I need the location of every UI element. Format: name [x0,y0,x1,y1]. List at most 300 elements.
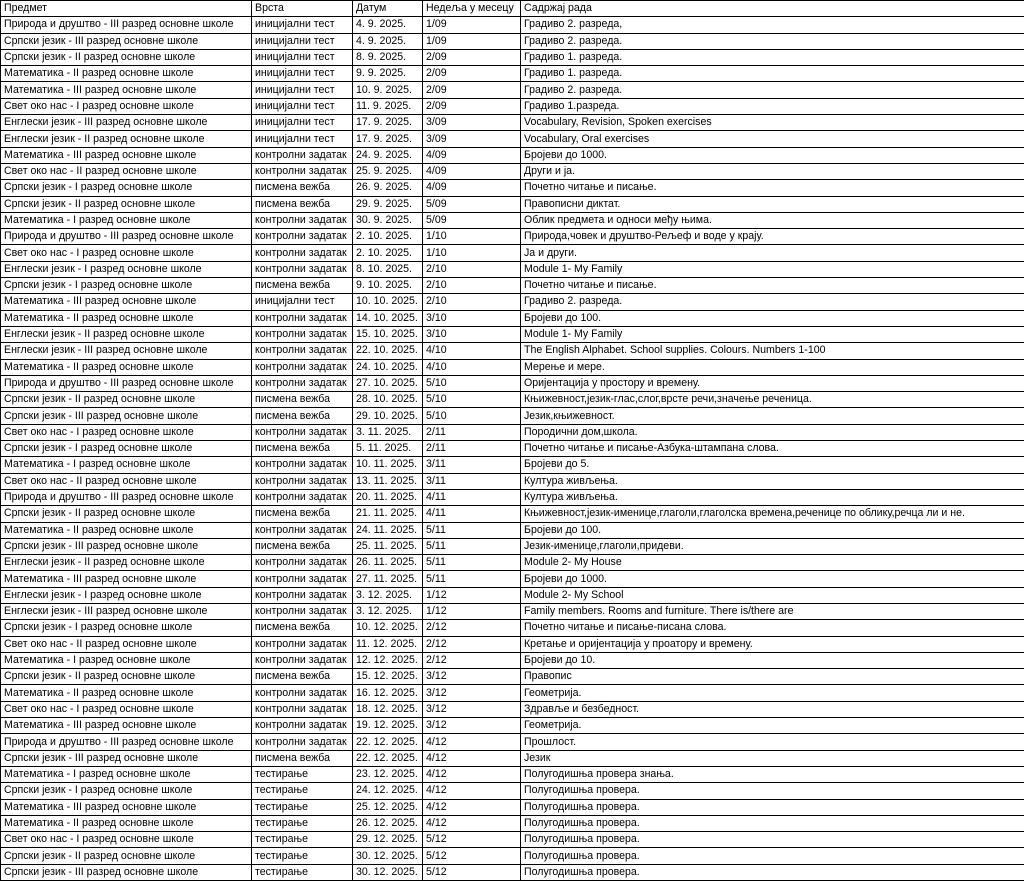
table-row [1,652,1024,668]
content-cell: Језик,књижевност. [521,408,1024,424]
type-cell: контролни задатак [252,555,353,571]
type-cell: контролни задатак [252,147,353,163]
week-cell: 2/12 [423,620,521,636]
type-cell: тестирање [252,766,353,782]
type-cell: иницијални тест [252,49,353,65]
date-cell: 23. 12. 2025. [353,766,423,782]
subject-cell: Математика - II разред основне школе [1,522,252,538]
type-cell: контролни задатак [252,326,353,342]
table-row [1,392,1024,408]
week-cell: 4/12 [423,783,521,799]
week-cell: 2/09 [423,82,521,98]
table-row [1,196,1024,212]
table-row [1,620,1024,636]
week-cell: 3/11 [423,457,521,473]
type-cell: контролни задатак [252,587,353,603]
date-cell: 15. 12. 2025. [353,669,423,685]
week-cell: 2/09 [423,98,521,114]
table-row [1,180,1024,196]
date-cell: 27. 11. 2025. [353,571,423,587]
type-cell: контролни задатак [252,343,353,359]
type-cell: иницијални тест [252,33,353,49]
content-cell: Књижевност,језик-глас,слог,врсте речи,значење реченица. [521,392,1024,408]
type-cell: тестирање [252,848,353,864]
table-row [1,815,1024,831]
subject-cell: Математика - III разред основне школе [1,294,252,310]
type-cell: иницијални тест [252,131,353,147]
date-cell: 5. 11. 2025. [353,441,423,457]
table-row [1,359,1024,375]
table-row [1,864,1024,880]
date-cell: 18. 12. 2025. [353,701,423,717]
week-cell: 5/12 [423,832,521,848]
table-row [1,343,1024,359]
subject-cell: Енглески језик - III разред основне школе [1,603,252,619]
content-cell: Геометрија. [521,685,1024,701]
content-cell: Облик предмета и односи међу њима. [521,212,1024,228]
date-cell: 10. 9. 2025. [353,82,423,98]
date-cell: 22. 12. 2025. [353,734,423,750]
type-cell: контролни задатак [252,652,353,668]
type-cell: писмена вежба [252,538,353,554]
content-cell: Полугодишња провера. [521,783,1024,799]
week-cell: 2/12 [423,636,521,652]
table-row [1,489,1024,505]
date-cell: 2. 10. 2025. [353,245,423,261]
content-cell: Геометрија. [521,718,1024,734]
table-row [1,555,1024,571]
date-cell: 14. 10. 2025. [353,310,423,326]
week-cell: 3/10 [423,310,521,326]
week-cell: 1/09 [423,33,521,49]
week-cell: 5/11 [423,538,521,554]
type-cell: контролни задатак [252,489,353,505]
subject-cell: Свет око нас - I разред основне школе [1,832,252,848]
type-cell: иницијални тест [252,294,353,310]
subject-cell: Природа и друштво - III разред основне школе [1,17,252,33]
date-cell: 12. 12. 2025. [353,652,423,668]
type-cell: контролни задатак [252,310,353,326]
week-cell: 5/10 [423,375,521,391]
type-cell: иницијални тест [252,98,353,114]
content-cell: Прошлост. [521,734,1024,750]
subject-cell: Математика - II разред основне школе [1,310,252,326]
content-cell: Family members. Rooms and furniture. There is/there are [521,603,1024,619]
date-cell: 4. 9. 2025. [353,33,423,49]
week-cell: 4/09 [423,147,521,163]
subject-cell: Енглески језик - I разред основне школе [1,261,252,277]
content-cell: Бројеви до 5. [521,457,1024,473]
content-cell: Бројеви до 100. [521,310,1024,326]
week-cell: 2/09 [423,49,521,65]
week-cell: 2/12 [423,652,521,668]
type-cell: писмена вежба [252,196,353,212]
subject-cell: Математика - I разред основне школе [1,212,252,228]
date-cell: 11. 12. 2025. [353,636,423,652]
subject-cell: Математика - I разред основне школе [1,457,252,473]
date-cell: 11. 9. 2025. [353,98,423,114]
table-row [1,636,1024,652]
type-cell: контролни задатак [252,701,353,717]
subject-cell: Српски језик - III разред основне школе [1,538,252,554]
content-cell: Бројеви до 100. [521,522,1024,538]
type-cell: иницијални тест [252,17,353,33]
subject-cell: Свет око нас - I разред основне школе [1,98,252,114]
content-cell: Vocabulary, Oral exercises [521,131,1024,147]
week-cell: 5/10 [423,392,521,408]
type-cell: контролни задатак [252,522,353,538]
type-cell: тестирање [252,783,353,799]
table-row [1,49,1024,65]
table-row [1,718,1024,734]
table-row [1,424,1024,440]
table-row [1,506,1024,522]
type-cell: контролни задатак [252,571,353,587]
content-cell: Правописни диктат. [521,196,1024,212]
table-row [1,245,1024,261]
date-cell: 27. 10. 2025. [353,375,423,391]
subject-cell: Свет око нас - I разред основне школе [1,245,252,261]
table-row [1,587,1024,603]
header-week: Недеља у месецу [423,1,521,17]
content-cell: Module 2- My School [521,587,1024,603]
subject-cell: Свет око нас - I разред основне школе [1,424,252,440]
subject-cell: Енглески језик - II разред основне школе [1,131,252,147]
type-cell: контролни задатак [252,424,353,440]
type-cell: контролни задатак [252,261,353,277]
week-cell: 1/10 [423,245,521,261]
table-row [1,669,1024,685]
week-cell: 3/09 [423,115,521,131]
content-cell: Module 1- My Family [521,326,1024,342]
type-cell: контролни задатак [252,603,353,619]
type-cell: иницијални тест [252,82,353,98]
subject-cell: Свет око нас - I разред основне школе [1,701,252,717]
table-row [1,310,1024,326]
header-content: Садржај рада [521,1,1024,17]
date-cell: 8. 9. 2025. [353,49,423,65]
date-cell: 26. 11. 2025. [353,555,423,571]
subject-cell: Математика - III разред основне школе [1,147,252,163]
date-cell: 20. 11. 2025. [353,489,423,505]
date-cell: 26. 12. 2025. [353,815,423,831]
week-cell: 5/12 [423,864,521,880]
content-cell: Почетно читање и писање-Азбука-штампана слова. [521,441,1024,457]
subject-cell: Природа и друштво - III разред основне школе [1,734,252,750]
content-cell: Кретање и оријентација у проатору и времену. [521,636,1024,652]
header-row [1,1,1024,17]
type-cell: контролни задатак [252,457,353,473]
subject-cell: Математика - III разред основне школе [1,718,252,734]
date-cell: 24. 11. 2025. [353,522,423,538]
type-cell: писмена вежба [252,441,353,457]
week-cell: 4/12 [423,734,521,750]
subject-cell: Математика - I разред основне школе [1,652,252,668]
subject-cell: Српски језик - I разред основне школе [1,783,252,799]
subject-cell: Математика - II разред основне школе [1,66,252,82]
content-cell: Градиво 2. разреда. [521,33,1024,49]
date-cell: 13. 11. 2025. [353,473,423,489]
subject-cell: Природа и друштво - III разред основне школе [1,229,252,245]
week-cell: 5/10 [423,408,521,424]
week-cell: 1/09 [423,17,521,33]
date-cell: 2. 10. 2025. [353,229,423,245]
date-cell: 25. 12. 2025. [353,799,423,815]
week-cell: 4/11 [423,489,521,505]
type-cell: тестирање [252,832,353,848]
content-cell: Почетно читање и писање-писана слова. [521,620,1024,636]
table-row [1,457,1024,473]
date-cell: 25. 9. 2025. [353,163,423,179]
week-cell: 2/10 [423,294,521,310]
week-cell: 4/12 [423,766,521,782]
table-row [1,212,1024,228]
date-cell: 22. 10. 2025. [353,343,423,359]
table-row [1,326,1024,342]
subject-cell: Природа и друштво - III разред основне школе [1,375,252,391]
date-cell: 17. 9. 2025. [353,131,423,147]
table-row [1,294,1024,310]
content-cell: Module 1- My Family [521,261,1024,277]
week-cell: 5/11 [423,522,521,538]
date-cell: 29. 9. 2025. [353,196,423,212]
content-cell: Полугодишња провера. [521,799,1024,815]
date-cell: 26. 9. 2025. [353,180,423,196]
subject-cell: Српски језик - III разред основне школе [1,33,252,49]
week-cell: 2/09 [423,66,521,82]
subject-cell: Српски језик - I разред основне школе [1,441,252,457]
content-cell: Полугодишња провера. [521,832,1024,848]
week-cell: 3/11 [423,473,521,489]
week-cell: 3/09 [423,131,521,147]
subject-cell: Српски језик - II разред основне школе [1,49,252,65]
subject-cell: Математика - III разред основне школе [1,799,252,815]
date-cell: 25. 11. 2025. [353,538,423,554]
table-row [1,82,1024,98]
content-cell: The English Alphabet. School supplies. Colours. Numbers 1-100 [521,343,1024,359]
date-cell: 10. 10. 2025. [353,294,423,310]
type-cell: писмена вежба [252,669,353,685]
subject-cell: Српски језик - III разред основне школе [1,864,252,880]
content-cell: Бројеви до 10. [521,652,1024,668]
table-row [1,115,1024,131]
content-cell: Здравље и безбедност. [521,701,1024,717]
subject-cell: Српски језик - II разред основне школе [1,196,252,212]
table-row [1,408,1024,424]
week-cell: 5/09 [423,212,521,228]
table-body [1,17,1024,881]
week-cell: 4/12 [423,815,521,831]
date-cell: 24. 12. 2025. [353,783,423,799]
content-cell: Ја и други. [521,245,1024,261]
table-row [1,832,1024,848]
table-row [1,261,1024,277]
type-cell: писмена вежба [252,180,353,196]
table-row [1,33,1024,49]
week-cell: 2/11 [423,441,521,457]
subject-cell: Српски језик - II разред основне школе [1,669,252,685]
table-row [1,766,1024,782]
table-row [1,375,1024,391]
date-cell: 8. 10. 2025. [353,261,423,277]
week-cell: 3/12 [423,669,521,685]
type-cell: тестирање [252,864,353,880]
content-cell: Градиво 1.разреда. [521,98,1024,114]
type-cell: писмена вежба [252,506,353,522]
type-cell: контролни задатак [252,212,353,228]
date-cell: 29. 10. 2025. [353,408,423,424]
content-cell: Бројеви до 1000. [521,571,1024,587]
table-row [1,685,1024,701]
subject-cell: Математика - II разред основне школе [1,685,252,701]
subject-cell: Српски језик - III разред основне школе [1,750,252,766]
type-cell: писмена вежба [252,620,353,636]
week-cell: 3/12 [423,718,521,734]
week-cell: 4/12 [423,750,521,766]
date-cell: 21. 11. 2025. [353,506,423,522]
date-cell: 3. 12. 2025. [353,603,423,619]
type-cell: контролни задатак [252,359,353,375]
table-row [1,441,1024,457]
subject-cell: Математика - III разред основне школе [1,82,252,98]
subject-cell: Српски језик - I разред основне школе [1,278,252,294]
type-cell: писмена вежба [252,750,353,766]
content-cell: Бројеви до 1000. [521,147,1024,163]
subject-cell: Енглески језик - II разред основне школе [1,326,252,342]
type-cell: контролни задатак [252,229,353,245]
content-cell: Природа,човек и друштво-Рељеф и воде у крају. [521,229,1024,245]
table-row [1,229,1024,245]
week-cell: 5/09 [423,196,521,212]
content-cell: Мерење и мере. [521,359,1024,375]
week-cell: 4/09 [423,163,521,179]
week-cell: 1/12 [423,587,521,603]
date-cell: 15. 10. 2025. [353,326,423,342]
type-cell: контролни задатак [252,245,353,261]
type-cell: иницијални тест [252,115,353,131]
content-cell: Други и ја. [521,163,1024,179]
content-cell: Оријентација у простору и времену. [521,375,1024,391]
date-cell: 4. 9. 2025. [353,17,423,33]
week-cell: 4/12 [423,799,521,815]
week-cell: 4/10 [423,359,521,375]
table-row [1,783,1024,799]
subject-cell: Природа и друштво - III разред основне школе [1,489,252,505]
subject-cell: Енглески језик - I разред основне школе [1,587,252,603]
table-row [1,278,1024,294]
date-cell: 10. 12. 2025. [353,620,423,636]
subject-cell: Математика - I разред основне школе [1,766,252,782]
type-cell: контролни задатак [252,375,353,391]
week-cell: 3/12 [423,701,521,717]
date-cell: 28. 10. 2025. [353,392,423,408]
header-date: Датум [353,1,423,17]
type-cell: контролни задатак [252,636,353,652]
table-row [1,799,1024,815]
table-row [1,473,1024,489]
date-cell: 24. 9. 2025. [353,147,423,163]
header-type: Врста [252,1,353,17]
table-row [1,734,1024,750]
content-cell: Култура живљења. [521,473,1024,489]
date-cell: 24. 10. 2025. [353,359,423,375]
type-cell: контролни задатак [252,473,353,489]
content-cell: Градиво 2. разреда. [521,294,1024,310]
week-cell: 5/12 [423,848,521,864]
type-cell: тестирање [252,815,353,831]
type-cell: контролни задатак [252,718,353,734]
content-cell: Култура живљења. [521,489,1024,505]
week-cell: 2/10 [423,278,521,294]
date-cell: 22. 12. 2025. [353,750,423,766]
week-cell: 4/09 [423,180,521,196]
week-cell: 4/10 [423,343,521,359]
table-row [1,701,1024,717]
content-cell: Градиво 1. разреда. [521,66,1024,82]
table-row [1,571,1024,587]
header-subject: Предмет [1,1,252,17]
table-row [1,848,1024,864]
week-cell: 1/10 [423,229,521,245]
content-cell: Полугодишња провера знања. [521,766,1024,782]
table-row [1,17,1024,33]
subject-cell: Српски језик - II разред основне школе [1,392,252,408]
subject-cell: Свет око нас - II разред основне школе [1,163,252,179]
date-cell: 30. 12. 2025. [353,848,423,864]
table-row [1,98,1024,114]
date-cell: 9. 10. 2025. [353,278,423,294]
table-row [1,538,1024,554]
table-row [1,163,1024,179]
content-cell: Породични дом,школа. [521,424,1024,440]
date-cell: 30. 12. 2025. [353,864,423,880]
date-cell: 9. 9. 2025. [353,66,423,82]
week-cell: 5/11 [423,555,521,571]
subject-cell: Свет око нас - II разред основне школе [1,636,252,652]
type-cell: писмена вежба [252,408,353,424]
type-cell: иницијални тест [252,66,353,82]
subject-cell: Математика - II разред основне школе [1,359,252,375]
type-cell: тестирање [252,799,353,815]
date-cell: 10. 11. 2025. [353,457,423,473]
date-cell: 16. 12. 2025. [353,685,423,701]
subject-cell: Енглески језик - III разред основне школе [1,115,252,131]
date-cell: 29. 12. 2025. [353,832,423,848]
content-cell: Градиво 2. разреда. [521,82,1024,98]
subject-cell: Енглески језик - II разред основне школе [1,555,252,571]
table-row [1,66,1024,82]
subject-cell: Српски језик - I разред основне школе [1,180,252,196]
week-cell: 4/11 [423,506,521,522]
type-cell: контролни задатак [252,163,353,179]
date-cell: 17. 9. 2025. [353,115,423,131]
content-cell: Почетно читање и писање. [521,180,1024,196]
table-row [1,750,1024,766]
week-cell: 2/10 [423,261,521,277]
content-cell: Градиво 2. разреда, [521,17,1024,33]
subject-cell: Српски језик - I разред основне школе [1,620,252,636]
type-cell: писмена вежба [252,278,353,294]
week-cell: 3/10 [423,326,521,342]
week-cell: 3/12 [423,685,521,701]
week-cell: 5/11 [423,571,521,587]
table-row [1,603,1024,619]
week-cell: 2/11 [423,424,521,440]
type-cell: писмена вежба [252,392,353,408]
content-cell: Полугодишња провера. [521,848,1024,864]
content-cell: Правопис [521,669,1024,685]
content-cell: Vocabulary, Revision, Spoken exercises [521,115,1024,131]
